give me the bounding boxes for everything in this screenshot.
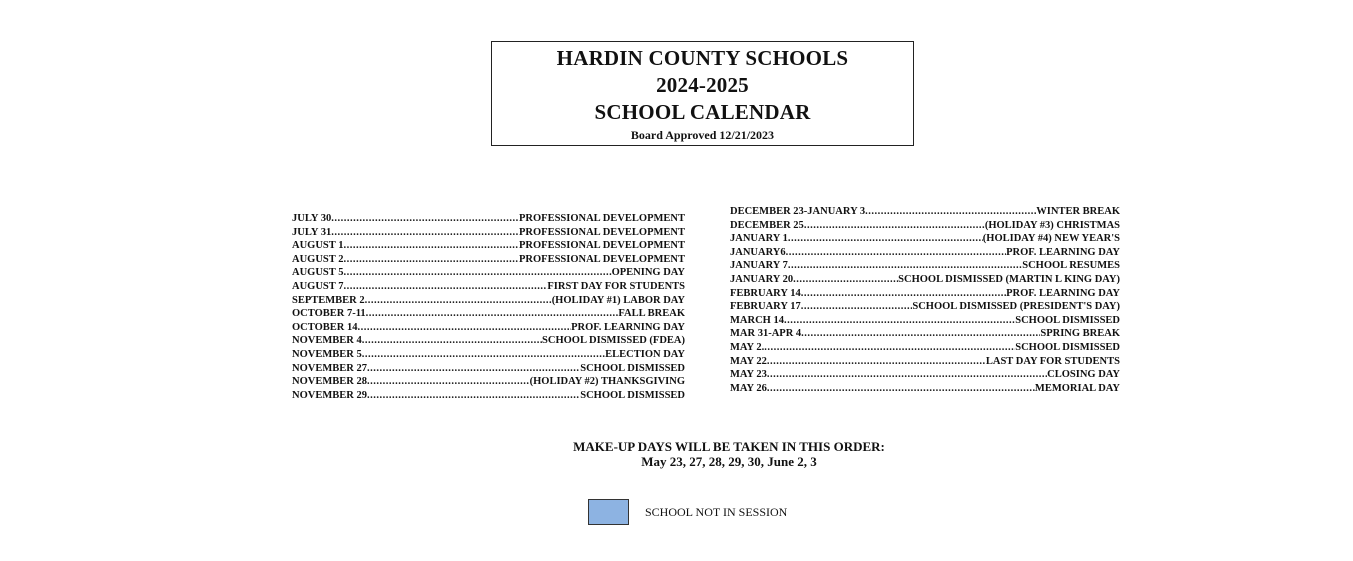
calendar-event-row bbox=[730, 232, 1120, 246]
leader-dots bbox=[801, 300, 913, 314]
event-description: SCHOOL DISMISSED bbox=[580, 389, 685, 401]
calendar-event-row bbox=[292, 321, 685, 335]
legend-label: SCHOOL NOT IN SESSION bbox=[645, 504, 788, 519]
calendar-event-row bbox=[292, 226, 685, 240]
leader-dots bbox=[357, 321, 571, 335]
leader-dots bbox=[804, 219, 985, 233]
leader-dots bbox=[767, 368, 1047, 382]
calendar-event-row bbox=[730, 314, 1120, 328]
leader-dots bbox=[865, 205, 1036, 219]
leader-dots bbox=[366, 307, 619, 321]
leader-dots bbox=[343, 280, 547, 294]
event-date: JANUARY6 bbox=[730, 246, 786, 258]
event-date: JANUARY 20 bbox=[730, 273, 794, 285]
leader-dots bbox=[793, 273, 898, 287]
event-description: MEMORIAL DAY bbox=[1034, 382, 1120, 394]
leader-dots bbox=[801, 287, 1006, 301]
event-date: JANUARY 1 bbox=[730, 233, 788, 245]
leader-dots bbox=[343, 253, 519, 267]
makeup-days bbox=[429, 439, 1029, 469]
event-date: AUGUST 5 bbox=[292, 267, 344, 279]
calendar-event-row bbox=[730, 205, 1120, 219]
event-date: NOVEMBER 4 bbox=[292, 335, 362, 347]
event-description: SCHOOL DISMISSED bbox=[580, 362, 685, 374]
calendar-event-row bbox=[730, 246, 1120, 260]
leader-dots bbox=[343, 239, 519, 253]
approval-note: Board Approved 12/21/2023 bbox=[630, 128, 775, 142]
event-description: SCHOOL RESUMES bbox=[1022, 260, 1120, 272]
calendar-event-row bbox=[292, 266, 685, 280]
calendar-event-row bbox=[292, 362, 685, 376]
calendar-event-row bbox=[292, 375, 685, 389]
event-date: OCTOBER 7-11 bbox=[292, 308, 366, 320]
event-description: SPRING BREAK bbox=[1040, 328, 1120, 340]
event-description: FALL BREAK bbox=[618, 308, 685, 320]
event-date: FEBRUARY 14 bbox=[730, 287, 801, 299]
event-date: MAY 26 bbox=[730, 382, 767, 394]
event-date: MAY 23 bbox=[730, 369, 767, 381]
calendar-event-row bbox=[730, 355, 1120, 369]
event-description: PROFESSIONAL DEVELOPMENT bbox=[519, 253, 685, 265]
calendar-event-row bbox=[292, 239, 685, 253]
event-date: MARCH 14 bbox=[730, 314, 784, 326]
event-date: AUGUST 1 bbox=[292, 240, 344, 252]
event-date: NOVEMBER 27 bbox=[292, 362, 367, 374]
leader-dots bbox=[764, 341, 1015, 355]
event-description: CLOSING DAY bbox=[1047, 369, 1120, 381]
event-description: SCHOOL DISMISSED (MARTIN L KING DAY) bbox=[898, 273, 1120, 285]
event-description: PROFESSIONAL DEVELOPMENT bbox=[519, 240, 685, 252]
leader-dots bbox=[788, 259, 1022, 273]
event-date: FEBRUARY 17 bbox=[730, 301, 801, 313]
calendar-event-row bbox=[292, 389, 685, 403]
event-date: MAR 31-APR 4 bbox=[730, 328, 802, 340]
event-date: MAY 22 bbox=[730, 355, 767, 367]
calendar-event-row bbox=[292, 348, 685, 362]
calendar-event-row bbox=[730, 287, 1120, 301]
leader-dots bbox=[362, 334, 542, 348]
leader-dots bbox=[786, 246, 1006, 260]
event-date: NOVEMBER 29 bbox=[292, 389, 367, 401]
legend-swatch bbox=[588, 499, 629, 525]
makeup-dates: May 23, 27, 28, 29, 30, June 2, 3 bbox=[641, 454, 817, 469]
event-date: JANUARY 7 bbox=[730, 260, 788, 272]
event-date: SEPTEMBER 2 bbox=[292, 294, 365, 306]
event-description: FIRST DAY FOR STUDENTS bbox=[547, 280, 685, 292]
leader-dots bbox=[362, 348, 605, 362]
calendar-event-row bbox=[730, 259, 1120, 273]
event-description: (HOLIDAY #3) CHRISTMAS bbox=[984, 219, 1120, 231]
event-description: LAST DAY FOR STUDENTS bbox=[985, 355, 1120, 367]
event-description: PROFESSIONAL DEVELOPMENT bbox=[519, 213, 685, 224]
leader-dots bbox=[331, 226, 519, 240]
leader-dots bbox=[331, 212, 519, 226]
event-date: NOVEMBER 28 bbox=[292, 376, 367, 388]
event-date: DECEMBER 25 bbox=[730, 219, 804, 231]
event-description: SCHOOL DISMISSED bbox=[1015, 314, 1120, 326]
district-title: HARDIN COUNTY SCHOOLS bbox=[556, 46, 849, 70]
leader-dots bbox=[367, 389, 580, 403]
leader-dots bbox=[367, 362, 580, 376]
event-description: PROF. LEARNING DAY bbox=[1006, 246, 1120, 258]
event-description: SCHOOL DISMISSED (PRESIDENT'S DAY) bbox=[912, 301, 1120, 313]
event-date: NOVEMBER 5 bbox=[292, 348, 362, 360]
calendar-event-row bbox=[730, 327, 1120, 341]
makeup-heading: MAKE-UP DAYS WILL BE TAKEN IN THIS ORDER: bbox=[573, 439, 885, 454]
leader-dots bbox=[801, 327, 1040, 341]
calendar-event-row bbox=[730, 368, 1120, 382]
calendar-event-row bbox=[730, 382, 1120, 396]
calendar-event-row bbox=[292, 253, 685, 267]
calendar-event-row bbox=[730, 273, 1120, 287]
calendar-event-row bbox=[730, 300, 1120, 314]
calendar-event-row bbox=[730, 219, 1120, 233]
event-description: (HOLIDAY #1) LABOR DAY bbox=[551, 294, 685, 306]
calendar-event-row bbox=[292, 212, 685, 226]
leader-dots bbox=[788, 232, 983, 246]
leader-dots bbox=[767, 355, 986, 369]
school-year: 2024-2025 bbox=[656, 73, 749, 97]
leader-dots bbox=[767, 382, 1035, 396]
calendar-event-row bbox=[730, 341, 1120, 355]
left-event-list bbox=[292, 212, 685, 402]
event-description: ELECTION DAY bbox=[605, 348, 685, 360]
event-description: WINTER BREAK bbox=[1036, 206, 1120, 217]
leader-dots bbox=[365, 294, 552, 308]
title-box bbox=[491, 41, 914, 146]
right-event-list bbox=[730, 205, 1120, 395]
event-description: PROFESSIONAL DEVELOPMENT bbox=[519, 226, 685, 238]
event-date: JULY 31 bbox=[292, 226, 332, 238]
calendar-event-row bbox=[292, 307, 685, 321]
event-description: PROF. LEARNING DAY bbox=[571, 321, 685, 333]
event-date: MAY 2. bbox=[730, 341, 765, 353]
event-description: (HOLIDAY #4) NEW YEAR'S bbox=[982, 233, 1120, 245]
calendar-title: SCHOOL CALENDAR bbox=[594, 100, 811, 124]
event-date: AUGUST 2 bbox=[292, 253, 344, 265]
event-date: JULY 30 bbox=[292, 213, 332, 224]
event-date: AUGUST 7 bbox=[292, 280, 344, 292]
legend bbox=[588, 499, 787, 525]
event-description: OPENING DAY bbox=[611, 267, 685, 279]
event-date: DECEMBER 23-JANUARY 3 bbox=[730, 206, 866, 217]
event-description: SCHOOL DISMISSED (FDEA) bbox=[542, 335, 685, 347]
leader-dots bbox=[343, 266, 611, 280]
calendar-event-row bbox=[292, 334, 685, 348]
event-description: (HOLIDAY #2) THANKSGIVING bbox=[529, 376, 685, 388]
leader-dots bbox=[367, 375, 530, 389]
event-description: PROF. LEARNING DAY bbox=[1006, 287, 1120, 299]
event-description: SCHOOL DISMISSED bbox=[1015, 341, 1120, 353]
leader-dots bbox=[784, 314, 1015, 328]
event-date: OCTOBER 14 bbox=[292, 321, 358, 333]
calendar-event-row bbox=[292, 280, 685, 294]
calendar-event-row bbox=[292, 294, 685, 308]
